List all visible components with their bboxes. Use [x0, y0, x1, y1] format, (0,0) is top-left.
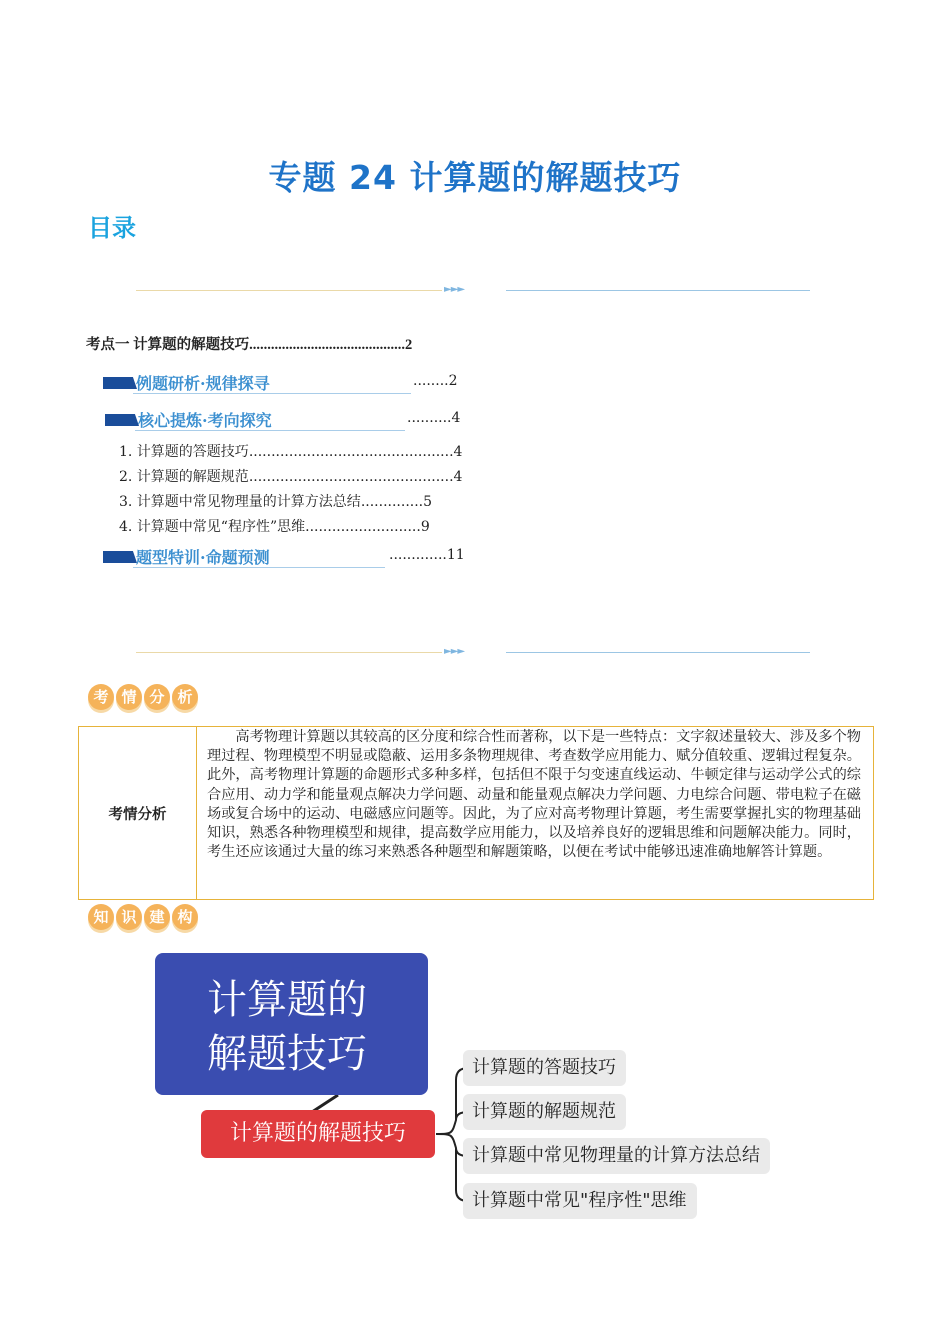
mindmap-leaf-node: 计算题中常见"程序性"思维	[463, 1183, 697, 1219]
toc-section-label: 例题研析·规律探寻	[136, 374, 270, 393]
knowledge-badge-char: 构	[172, 904, 198, 930]
toc-section-label: 题型特训·命题预测	[136, 548, 270, 567]
toc-page-number: 2	[448, 373, 458, 389]
toc-page-number: 5	[423, 494, 433, 510]
analysis-badge-char: 情	[116, 684, 142, 710]
toc-item-label: 3. 计算题中常见物理量的计算方法总结	[119, 494, 361, 510]
mindmap-center-node: 计算题的解题技巧	[201, 1110, 435, 1158]
mindmap-leaf-node: 计算题中常见物理量的计算方法总结	[463, 1138, 770, 1174]
divider-arrows-icon: ►►►	[444, 284, 465, 295]
analysis-label: 考情分析	[79, 727, 197, 899]
mindmap-root-line: 解题技巧	[207, 1031, 367, 1077]
mindmap-leaf-node: 计算题的解题规范	[463, 1094, 626, 1130]
document-title: 专题 24 计算题的解题技巧	[268, 158, 682, 197]
toc-heading: 目录	[88, 214, 136, 242]
toc-dots: .............	[389, 547, 447, 563]
toc-page-number: 2	[405, 337, 413, 353]
mindmap-leaf-node: 计算题的答题技巧	[463, 1050, 626, 1086]
toc-dots: ..............................................	[248, 469, 454, 485]
toc-dots: ..........................	[305, 519, 421, 535]
toc-item-label: 4. 计算题中常见“程序性”思维	[119, 519, 306, 535]
toc-item-label: 2. 计算题的解题规范	[119, 469, 249, 485]
toc-dots: ...........................................	[249, 337, 405, 353]
toc-dots: ........	[413, 373, 449, 389]
analysis-badge-char: 析	[172, 684, 198, 710]
toc-dots: ..............	[360, 494, 424, 510]
knowledge-badge-char: 识	[116, 904, 142, 930]
toc-page-number: 11	[446, 547, 465, 563]
toc-entry-label: 考点一 计算题的解题技巧	[86, 337, 250, 353]
mindmap-root-line: 计算题的	[207, 977, 367, 1023]
toc-page-number: 4	[451, 410, 461, 426]
knowledge-badge-char: 建	[144, 904, 170, 930]
analysis-badge-char: 分	[144, 684, 170, 710]
analysis-text: 高考物理计算题以其较高的区分度和综合性而著称，以下是一些特点：文字叙述量较大、涉及多个物理过程、物理模型不明显或隐蔽、运用多条物理规律、考查数学应用能力、赋分值较重、逻辑过程复杂。此外，高考物理计算题的命题形式多种多样，包括但不限于匀变速直线运动、牛顿定律与运动学公式的综合应用、动力学和能量观点解决力学问题、动量和能量观点解决力学问题、力电综合问题、带电粒子在磁场或复合场中的运动、电磁感应问题等。因此，为了应对高考物理计算题，考生需要掌握扎实的物理基础知识，熟悉各种物理模型和规律，提高数学应用能力，以及培养良好的逻辑思维和问题解决能力。同时，考生还应该通过大量的练习来熟悉各种题型和解题策略，以便在考试中能够迅速准确地解答计算题。	[207, 729, 861, 861]
toc-page-number: 4	[453, 444, 463, 460]
toc-dots: ..........	[407, 410, 452, 426]
divider-arrows-icon: ►►►	[444, 646, 465, 657]
knowledge-badge-char: 知	[88, 904, 114, 930]
analysis-badge-char: 考	[88, 684, 114, 710]
toc-page-number: 9	[420, 519, 430, 535]
toc-item-label: 1. 计算题的答题技巧	[119, 444, 249, 460]
mindmap-root-node	[155, 953, 428, 1095]
toc-dots: ..............................................	[248, 444, 454, 460]
toc-page-number: 4	[453, 469, 463, 485]
toc-section-label: 核心提炼·考向探究	[138, 411, 272, 430]
